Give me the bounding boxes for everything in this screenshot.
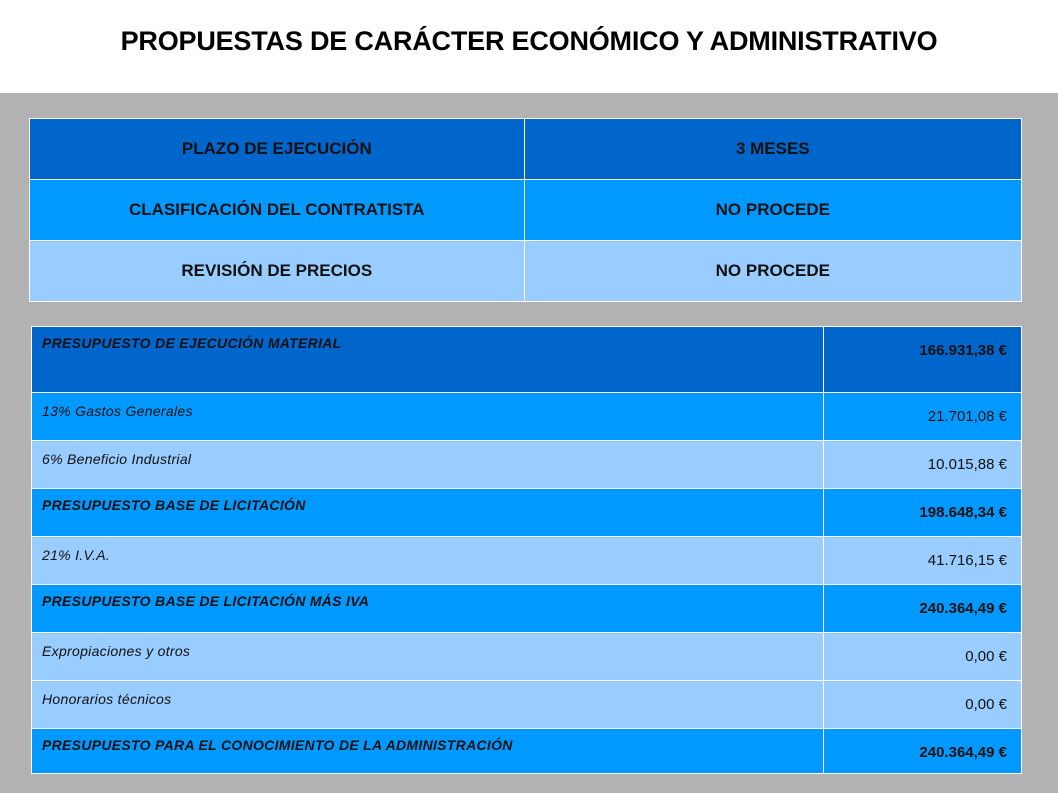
table-row bbox=[32, 537, 1022, 585]
budget-amount: 198.648,34 € bbox=[824, 489, 1022, 537]
budget-label: Honorarios técnicos bbox=[32, 681, 824, 729]
budget-label: PRESUPUESTO BASE DE LICITACIÓN MÁS IVA bbox=[32, 585, 824, 633]
table-row bbox=[30, 180, 1022, 241]
table-row bbox=[32, 729, 1022, 774]
table-row bbox=[32, 327, 1022, 393]
info-label: REVISIÓN DE PRECIOS bbox=[30, 241, 525, 302]
budget-amount: 0,00 € bbox=[824, 681, 1022, 729]
budget-amount: 10.015,88 € bbox=[824, 441, 1022, 489]
table-row bbox=[32, 585, 1022, 633]
info-value: NO PROCEDE bbox=[524, 241, 1021, 302]
budget-amount: 21.701,08 € bbox=[824, 393, 1022, 441]
budget-amount: 41.716,15 € bbox=[824, 537, 1022, 585]
info-label: PLAZO DE EJECUCIÓN bbox=[30, 119, 525, 180]
info-value: NO PROCEDE bbox=[524, 180, 1021, 241]
budget-label: PRESUPUESTO BASE DE LICITACIÓN bbox=[32, 489, 824, 537]
table-row bbox=[30, 241, 1022, 302]
table-row bbox=[32, 393, 1022, 441]
budget-label: 21% I.V.A. bbox=[32, 537, 824, 585]
budget-table bbox=[31, 326, 1022, 774]
table-row bbox=[32, 681, 1022, 729]
budget-label: Expropiaciones y otros bbox=[32, 633, 824, 681]
table-row bbox=[30, 119, 1022, 180]
execution-info-table bbox=[29, 118, 1022, 302]
budget-label: 6% Beneficio Industrial bbox=[32, 441, 824, 489]
info-label: CLASIFICACIÓN DEL CONTRATISTA bbox=[30, 180, 525, 241]
info-value: 3 MESES bbox=[524, 119, 1021, 180]
budget-label: PRESUPUESTO PARA EL CONOCIMIENTO DE LA ADMINISTRACIÓN bbox=[32, 729, 824, 774]
table-row bbox=[32, 489, 1022, 537]
header bbox=[0, 0, 1058, 93]
budget-label: 13% Gastos Generales bbox=[32, 393, 824, 441]
budget-label: PRESUPUESTO DE EJECUCIÓN MATERIAL bbox=[32, 327, 824, 393]
budget-amount: 240.364,49 € bbox=[824, 585, 1022, 633]
budget-amount: 166.931,38 € bbox=[824, 327, 1022, 393]
budget-amount: 240.364,49 € bbox=[824, 729, 1022, 774]
table-row bbox=[32, 633, 1022, 681]
table-row bbox=[32, 441, 1022, 489]
page-title: PROPUESTAS DE CARÁCTER ECONÓMICO Y ADMINISTRATIVO bbox=[120, 26, 938, 56]
budget-amount: 0,00 € bbox=[824, 633, 1022, 681]
